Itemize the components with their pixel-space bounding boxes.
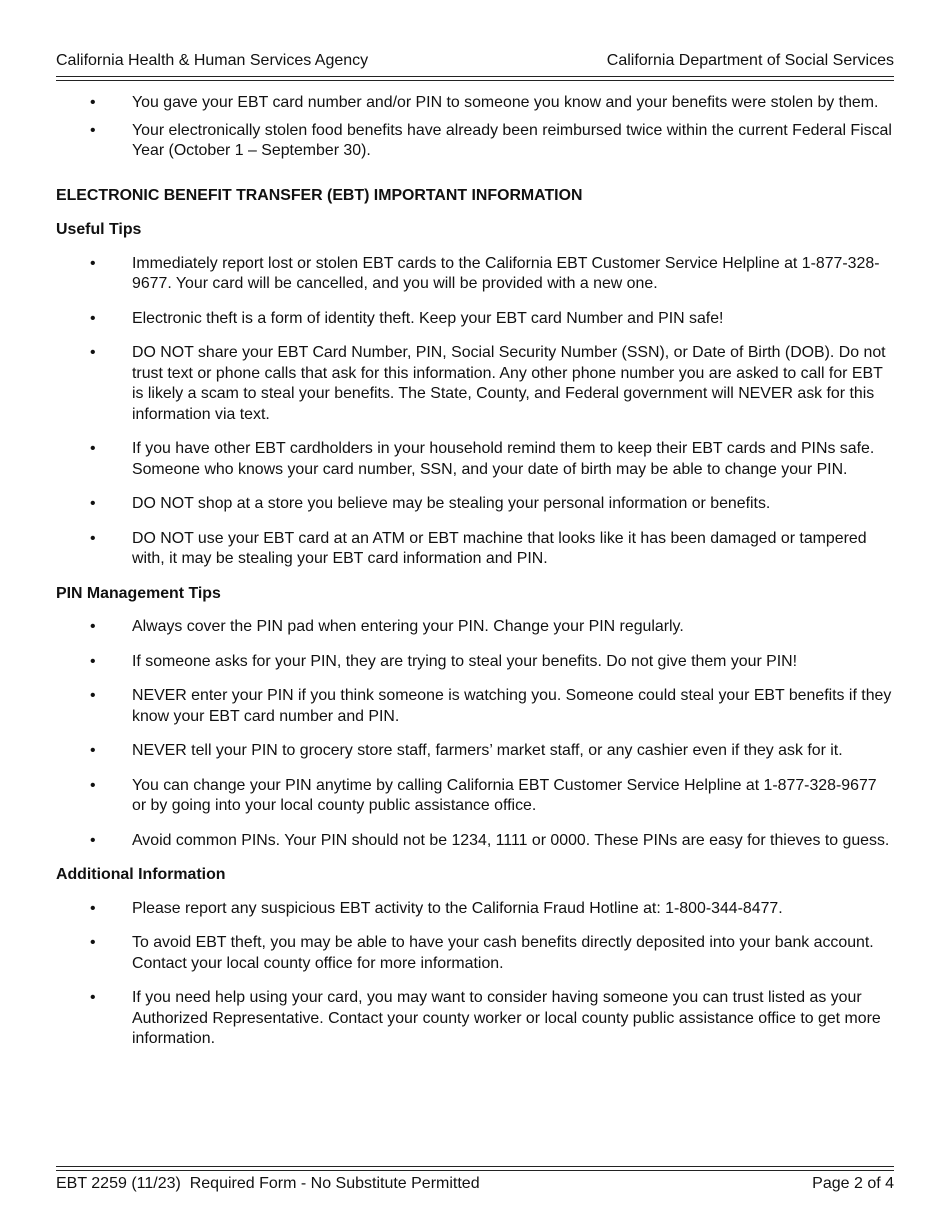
page-content: [56, 93, 894, 1064]
header-rule-top: [56, 76, 894, 77]
list-item: • Your electronically stolen food benefits have already been reimbursed twice within the current Federal Fiscal Year (October 1 – September 30).: [90, 121, 892, 159]
useful-tips-heading: Useful Tips: [56, 221, 142, 238]
list-item: • Avoid common PINs. Your PIN should not be 1234, 1111 or 0000. These PINs are easy for thieves to guess.: [90, 831, 890, 849]
section-title: ELECTRONIC BENEFIT TRANSFER (EBT) IMPORTANT INFORMATION: [56, 186, 583, 204]
list-item: • DO NOT share your EBT Card Number, PIN, Social Security Number (SSN), or Date of Birth (DOB). Do not trust text or phone calls that ask for this information. Any other phone number you are asked to call for EBT is likely a scam to steal your benefits. The State, County, and Federal government will NEVER ask for this information via text.: [90, 344, 886, 423]
list-item: • If someone asks for your PIN, they are trying to steal your benefits. Do not give them your PIN!: [90, 652, 798, 670]
list-item: • Please report any suspicious EBT activity to the California Fraud Hotline at: 1-800-344-8477.: [90, 899, 783, 917]
header-rule-bottom: [56, 80, 894, 81]
page-number: Page 2 of 4: [812, 1175, 894, 1192]
list-item: • To avoid EBT theft, you may be able to have your cash benefits directly deposited into your bank account. Contact your local county office for more information.: [90, 934, 874, 972]
list-item: • If you need help using your card, you may want to consider having someone you can trust listed as your Authorized Representative. Contact your county worker or local county public assistance office to get more information.: [90, 989, 881, 1047]
list-item: • DO NOT shop at a store you believe may be stealing your personal information or benefits.: [90, 495, 771, 512]
footer-rule-bottom: [56, 1170, 894, 1171]
list-item: • NEVER enter your PIN if you think someone is watching you. Someone could steal your EBT benefits if they know your EBT card number and PIN.: [90, 687, 892, 725]
footer-rule-top: [56, 1166, 894, 1167]
pin-tips-heading: PIN Management Tips: [56, 584, 221, 602]
pin-tips-list: [56, 617, 894, 851]
department-name: California Department of Social Services: [606, 52, 894, 69]
additional-info-heading: Additional Information: [56, 866, 226, 883]
agency-name: California Health & Human Services Agency: [56, 52, 369, 69]
useful-tips-list: [56, 254, 894, 570]
list-item: • Electronic theft is a form of identity theft. Keep your EBT card Number and PIN safe!: [90, 309, 724, 327]
list-item: • Always cover the PIN pad when entering your PIN. Change your PIN regularly.: [90, 618, 684, 635]
list-item: • You gave your EBT card number and/or PIN to someone you know and your benefits were stolen by them.: [90, 94, 879, 111]
form-identifier: EBT 2259 (11/23) Required Form - No Substitute Permitted: [56, 1175, 480, 1192]
list-item: • NEVER tell your PIN to grocery store staff, farmers’ market staff, or any cashier even if they ask for it.: [90, 742, 843, 759]
list-item: • If you have other EBT cardholders in your household remind them to keep their EBT cards and PINs safe. Someone who knows your card number, SSN, and your date of birth may be able to change your PIN.: [90, 440, 875, 478]
intro-list: [56, 93, 894, 162]
list-item: • You can change your PIN anytime by calling California EBT Customer Service Helpline at 1-877-328-9677 or by going into your local county public assistance office.: [90, 776, 877, 814]
document-page: [56, 0, 894, 1230]
additional-info-list: [56, 899, 894, 1050]
list-item: • DO NOT use your EBT card at an ATM or EBT machine that looks like it has been damaged or tampered with, it may be stealing your EBT card information and PIN.: [90, 529, 867, 567]
page-header: [56, 52, 894, 72]
list-item: • Immediately report lost or stolen EBT cards to the California EBT Customer Service Helpline at 1-877-328-9677. Your card will be cancelled, and you will be provided with a new one.: [90, 254, 880, 292]
